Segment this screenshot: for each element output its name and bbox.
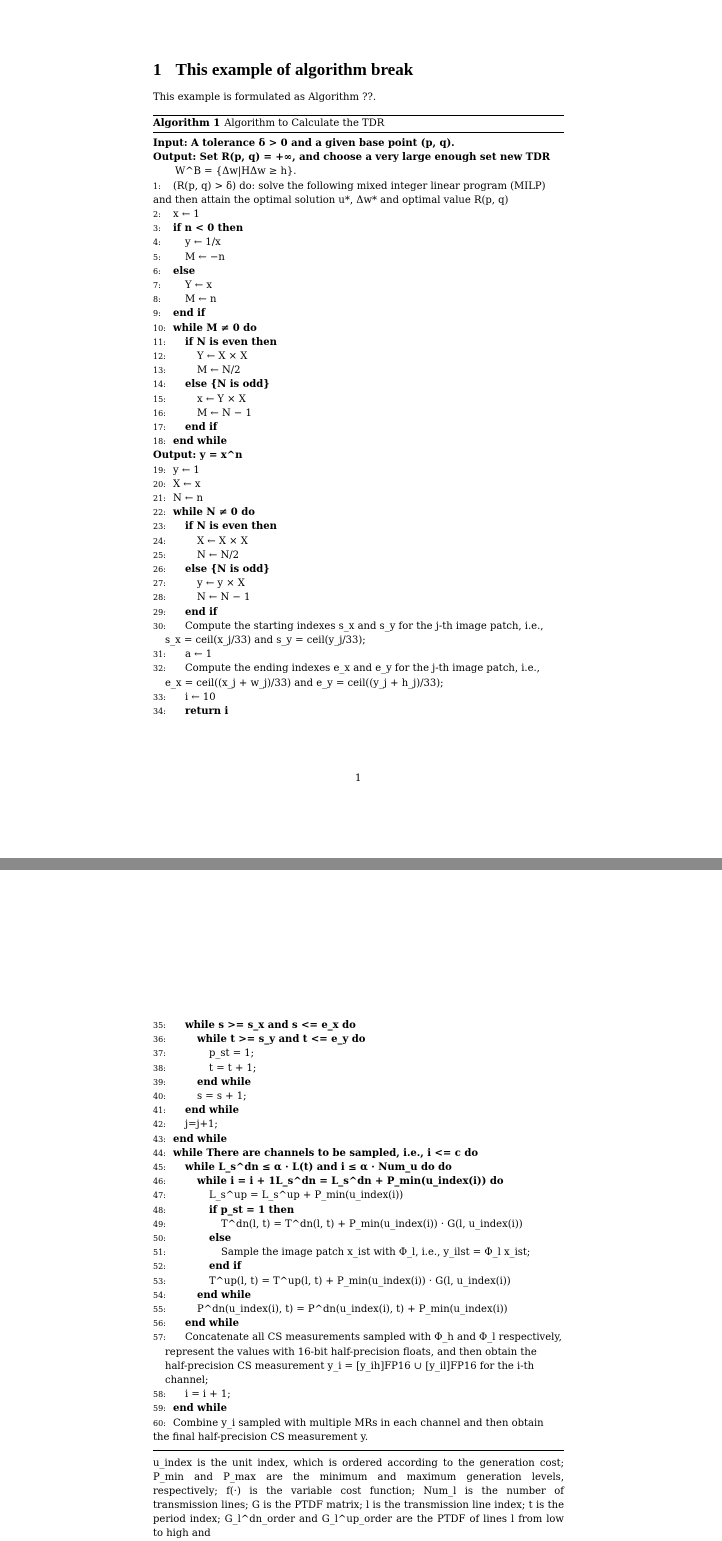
line-number: 32:	[153, 664, 166, 674]
line-text: a ← 1	[185, 649, 213, 661]
line-text: Compute the starting indexes s_x and s_y for the j-th image patch, i.e.,	[185, 620, 544, 632]
line-text: x ← Y × X	[197, 393, 246, 405]
line-text: end while	[197, 1289, 251, 1301]
line-text: else {N is odd}	[185, 379, 270, 391]
line-text: Combine y_i sampled with multiple MRs in each channel and then obtain	[173, 1417, 544, 1429]
line-number: 14:	[153, 380, 166, 390]
line-number: 60:	[153, 1418, 166, 1428]
line-number: 3:	[153, 224, 161, 234]
line-number: 54:	[153, 1290, 166, 1300]
line-number: 37:	[153, 1049, 166, 1059]
line-number: 34:	[153, 707, 166, 716]
line-text: Concatenate all CS measurements sampled with Φ_h and Φ_l respectively,	[185, 1332, 562, 1344]
line-text: e_x = ceil((x_j + w_j)/33) and e_y = ceil((y_j + h_j)/33);	[165, 677, 444, 689]
line-text: channel;	[165, 1375, 209, 1386]
line-number: 13:	[153, 366, 166, 376]
line-text: while s >= s_x and s <= e_x do	[185, 1020, 356, 1031]
line-number: 25:	[153, 550, 166, 560]
line-number: 58:	[153, 1390, 166, 1400]
line-number: 52:	[153, 1262, 166, 1272]
line-number: 35:	[153, 1021, 166, 1030]
line-number: 49:	[153, 1219, 166, 1229]
line-text: else	[209, 1233, 232, 1244]
page-separator	[0, 858, 722, 870]
line-text: end if	[209, 1261, 242, 1273]
line-number: 51:	[153, 1248, 166, 1258]
line-text: while There are channels to be sampled, i.e., i <= c do	[173, 1147, 478, 1159]
footnote-paragraph: u_index is the unit index, which is ordered according to the generation cost; P_min and P_max are the minimum and maximum generation levels, respectively; f(·) is the variable cost function; Num_l is the number of transmission lines; G is the PTDF matrix; l is the transmission line index; t is the period index; G_l^dn_order and G_l^up_order are the PTDF of lines l from low to high and	[153, 1458, 564, 1539]
line-text: p_st = 1;	[209, 1048, 255, 1060]
page-number: 1	[355, 773, 362, 784]
line-text: if n < 0 then	[173, 223, 244, 235]
line-text: while M ≠ 0 do	[173, 322, 257, 334]
line-text: if N is even then	[185, 336, 277, 348]
line-number: 26:	[153, 565, 166, 574]
line-text: j=j+1;	[185, 1119, 218, 1131]
line-text: else {N is odd}	[185, 564, 270, 575]
line-text: X ← x	[173, 478, 201, 490]
line-text: y ← 1/x	[185, 237, 221, 249]
line-text: while L_s^dn ≤ α · L(t) and i ≤ α · Num_u do do	[185, 1162, 452, 1173]
line-text: W^B = {Δw|HΔw ≥ h}.	[175, 166, 297, 178]
line-number: 47:	[153, 1191, 166, 1201]
algorithm-bottom-rule	[153, 1450, 564, 1451]
line-number: 48:	[153, 1205, 166, 1215]
line-number: 42:	[153, 1120, 166, 1130]
line-text: if p_st = 1 then	[209, 1204, 295, 1216]
line-text: if N is even then	[185, 521, 277, 533]
line-number: 21:	[153, 494, 166, 503]
algorithm-top-rule	[153, 115, 564, 116]
line-number: 29:	[153, 607, 166, 617]
line-number: 22:	[153, 508, 166, 518]
line-number: 36:	[153, 1035, 166, 1045]
line-text: Y ← x	[185, 280, 212, 291]
line-number: 43:	[153, 1134, 166, 1144]
line-text: M ← n	[185, 294, 217, 306]
line-number: 17:	[153, 423, 166, 432]
line-text: end if	[185, 422, 218, 433]
document-page-2	[0, 870, 722, 1530]
line-number: 46:	[153, 1177, 166, 1187]
line-number: 44:	[153, 1148, 166, 1158]
section-title: This example of algorithm break	[175, 60, 414, 79]
line-text: and then attain the optimal solution u*, Δw* and optimal value R(p, q)	[153, 194, 509, 206]
line-number: 38:	[153, 1063, 166, 1073]
line-text: N ← N/2	[197, 549, 239, 561]
line-number: 30:	[153, 621, 166, 631]
line-text: while N ≠ 0 do	[173, 507, 255, 519]
line-text: end while	[173, 1133, 227, 1145]
line-number: 59:	[153, 1404, 166, 1414]
line-number: 24:	[153, 536, 166, 546]
line-text: while i = i + 1L_s^dn = L_s^dn + P_min(u_index(i)) do	[197, 1176, 504, 1188]
algorithm-label: Algorithm 1	[153, 118, 221, 129]
line-number: 28:	[153, 593, 166, 603]
line-number: 55:	[153, 1305, 166, 1314]
line-text: return i	[185, 706, 229, 717]
line-number: 56:	[153, 1319, 166, 1329]
line-text: end while	[185, 1105, 239, 1117]
section-heading	[153, 60, 413, 80]
line-text: end while	[173, 1403, 227, 1415]
line-number: 6:	[153, 266, 161, 276]
line-text: end while	[185, 1318, 239, 1330]
line-text: Sample the image patch x_ist with Φ_l, i.e., y_ilst = Φ_l x_ist;	[221, 1247, 531, 1259]
line-text: i ← 10	[185, 691, 216, 703]
line-text: x ← 1	[173, 209, 200, 220]
algorithm-caption-text: Algorithm to Calculate the TDR	[224, 118, 385, 129]
line-number: 20:	[153, 479, 166, 489]
line-number: 7:	[153, 281, 161, 290]
line-text: M ← −n	[185, 251, 225, 263]
line-text: s_x = ceil(x_j/33) and s_y = ceil(y_j/33);	[165, 635, 366, 646]
line-text: P^dn(u_index(i), t) = P^dn(u_index(i), t) + P_min(u_index(i))	[197, 1304, 508, 1315]
line-text: Output: y = x^n	[153, 450, 243, 462]
line-text: y ← 1	[173, 464, 200, 476]
line-text: Output: Set R(p, q) = +∞, and choose a very large enough set new TDR	[153, 152, 551, 164]
algorithm-caption	[153, 118, 384, 129]
line-text: i = i + 1;	[185, 1389, 231, 1401]
line-number: 11:	[153, 337, 166, 347]
line-text: s = s + 1;	[197, 1091, 247, 1102]
line-number: 45:	[153, 1163, 166, 1172]
line-text: half-precision CS measurement y_i = [y_ih]FP16 ∪ [y_il]FP16 for the i-th	[165, 1360, 535, 1372]
line-text: X ← X × X	[197, 535, 248, 547]
line-number: 2:	[153, 210, 161, 219]
line-number: 39:	[153, 1077, 166, 1087]
line-number: 50:	[153, 1234, 166, 1243]
line-text: M ← N/2	[197, 365, 241, 377]
line-text: N ← N − 1	[197, 592, 251, 604]
line-text: end while	[197, 1076, 251, 1088]
line-text: y ← y × X	[197, 578, 245, 590]
line-number: 12:	[153, 352, 166, 361]
line-number: 41:	[153, 1106, 166, 1116]
intro-paragraph: This example is formulated as Algorithm ??.	[153, 92, 377, 103]
line-text: the final half-precision CS measurement y.	[153, 1431, 369, 1443]
line-text: end if	[173, 308, 206, 320]
line-number: 4:	[153, 238, 161, 248]
line-number: 33:	[153, 692, 166, 702]
line-number: 9:	[153, 309, 161, 319]
line-text: t = t + 1;	[209, 1062, 257, 1074]
line-text: (R(p, q) > δ) do: solve the following mixed integer linear program (MILP)	[173, 180, 546, 192]
line-number: 19:	[153, 465, 166, 475]
line-number: 57:	[153, 1333, 166, 1343]
algorithm-caption-rule	[153, 132, 564, 133]
line-text: Y ← X × X	[197, 351, 248, 362]
line-number: 31:	[153, 650, 166, 660]
line-number: 10:	[153, 323, 166, 333]
line-text: L_s^up = L_s^up + P_min(u_index(i))	[209, 1190, 404, 1202]
line-text: T^dn(l, t) = T^dn(l, t) + P_min(u_index(i)) · G(l, u_index(i))	[221, 1218, 523, 1230]
line-number: 40:	[153, 1092, 166, 1101]
line-number: 27:	[153, 579, 166, 589]
section-number: 1	[153, 60, 162, 79]
line-text: end while	[173, 436, 227, 448]
line-text: N ← n	[173, 493, 203, 504]
line-text: else	[173, 265, 196, 277]
line-text: T^up(l, t) = T^up(l, t) + P_min(u_index(i)) · G(l, u_index(i))	[209, 1275, 511, 1287]
line-text: while t >= s_y and t <= e_y do	[197, 1034, 366, 1046]
line-number: 8:	[153, 295, 161, 305]
line-number: 5:	[153, 252, 161, 262]
line-number: 18:	[153, 437, 166, 447]
line-text: Compute the ending indexes e_x and e_y for the j-th image patch, i.e.,	[185, 663, 540, 675]
line-number: 53:	[153, 1276, 166, 1286]
line-number: 15:	[153, 394, 166, 404]
line-text: end if	[185, 606, 218, 618]
line-number: 1:	[153, 181, 161, 191]
line-number: 23:	[153, 522, 166, 532]
line-text: represent the values with 16-bit half-precision floats, and then obtain the	[165, 1346, 537, 1358]
line-text: Input: A tolerance δ > 0 and a given base point (p, q).	[153, 138, 455, 149]
line-text: M ← N − 1	[197, 407, 252, 419]
line-number: 16:	[153, 408, 166, 418]
